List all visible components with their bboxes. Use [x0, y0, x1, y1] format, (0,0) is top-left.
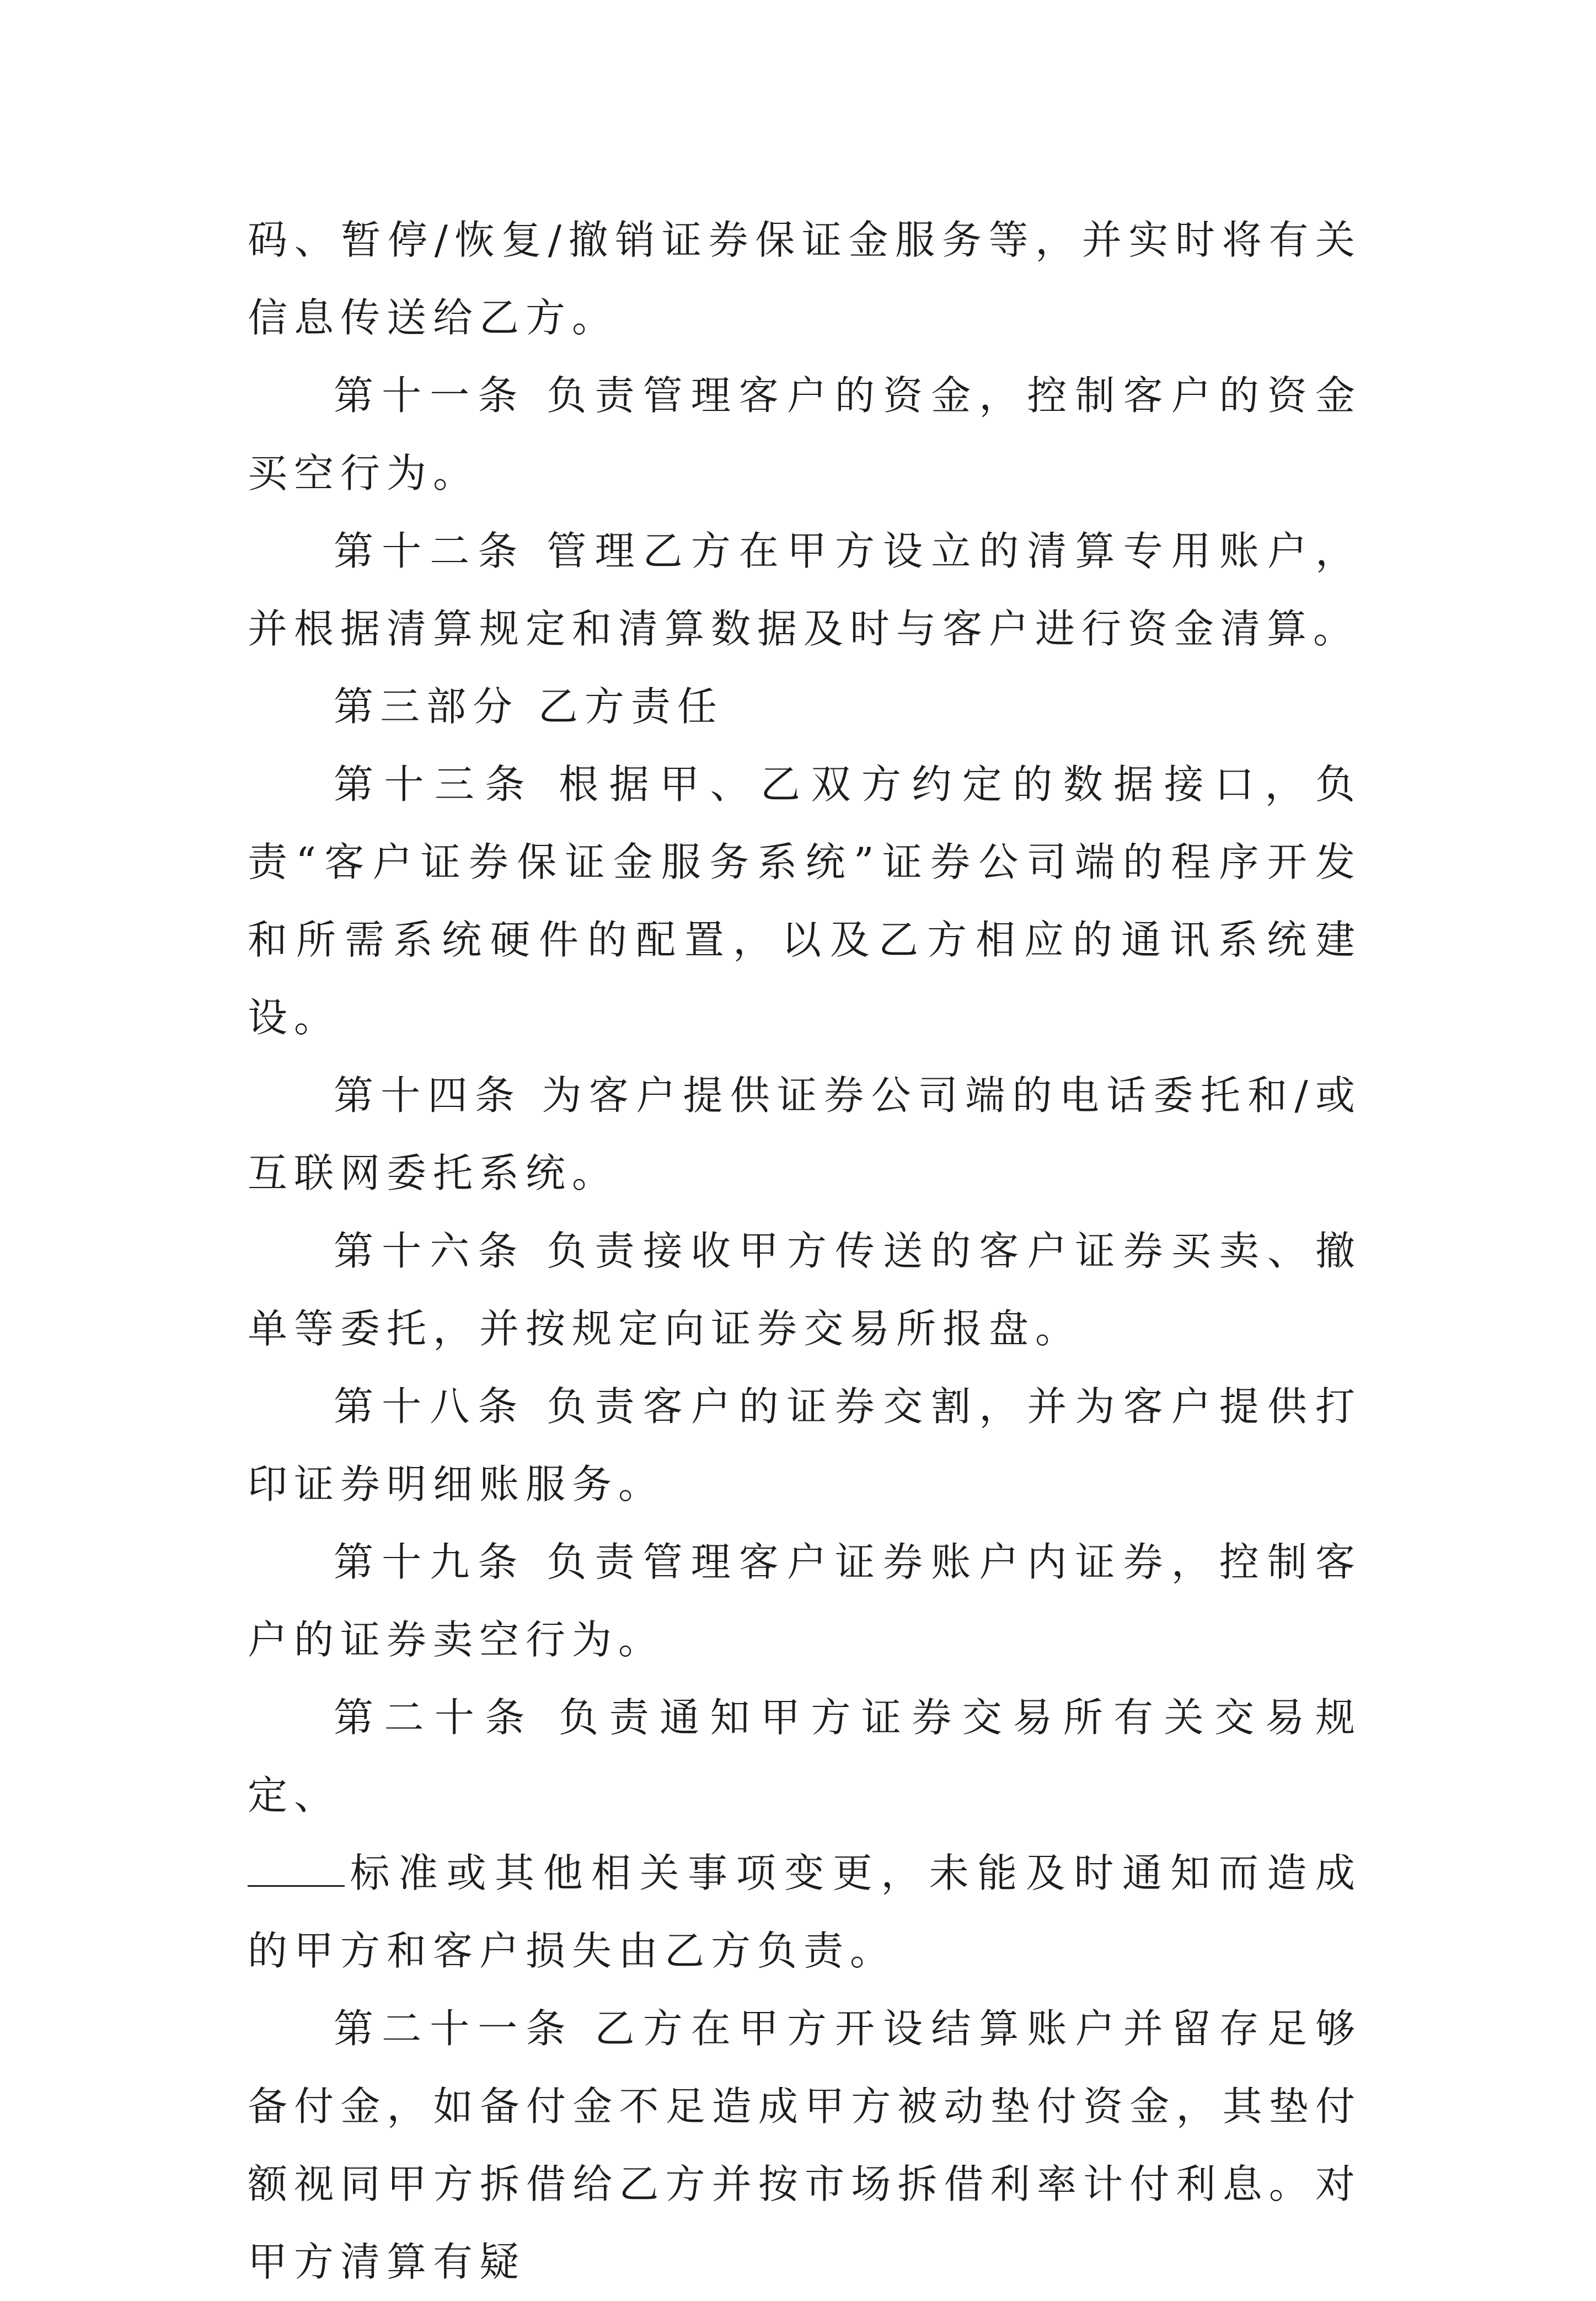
article-13: 第十三条 根据甲、乙双方约定的数据接口，负责“客户证券保证金服务系统”证券公司端的程序开发和所需系统硬件的配置，以及乙方相应的通讯系统建设。 — [248, 761, 1362, 1041]
paragraph-continuation: 码、暂停/恢复/撤销证券保证金服务等，并实时将有关信息传送给乙方。 — [248, 217, 1362, 341]
article-19: 第十九条 负责管理客户证券账户内证券，控制客户的证券卖空行为。 — [248, 1539, 1362, 1663]
article-18: 第十八条 负责客户的证券交割，并为客户提供打印证券明细账服务。 — [248, 1383, 1362, 1507]
article-11: 第十一条 负责管理客户的资金，控制客户的资金买空行为。 — [248, 372, 1362, 496]
article-20-continuation — [248, 1834, 1362, 1990]
article-12: 第十二条 管理乙方在甲方设立的清算专用账户，并根据清算规定和清算数据及时与客户进行资金清算。 — [248, 528, 1362, 652]
section-heading-part-3: 第三部分 乙方责任 — [334, 683, 724, 730]
article-14: 第十四条 为客户提供证券公司端的电话委托和/或互联网委托系统。 — [248, 1072, 1362, 1196]
article-20-line1: 第二十条 负责通知甲方证券交易所有关交易规定、 — [248, 1694, 1362, 1818]
fill-in-blank — [248, 1852, 345, 1887]
article-16: 第十六条 负责接收甲方传送的客户证券买卖、撤单等委托，并按规定向证券交易所报盘。 — [248, 1228, 1362, 1352]
document-body — [248, 201, 1362, 2301]
article-21: 第二十一条 乙方在甲方开设结算账户并留存足够备付金，如备付金不足造成甲方被动垫付资金，其垫付额视同甲方拆借给乙方并按市场拆借利率计付利息。对甲方清算有疑 — [248, 2005, 1362, 2285]
article-20-text: 标准或其他相关事项变更，未能及时通知而造成的甲方和客户损失由乙方负责。 — [248, 1850, 1362, 1974]
